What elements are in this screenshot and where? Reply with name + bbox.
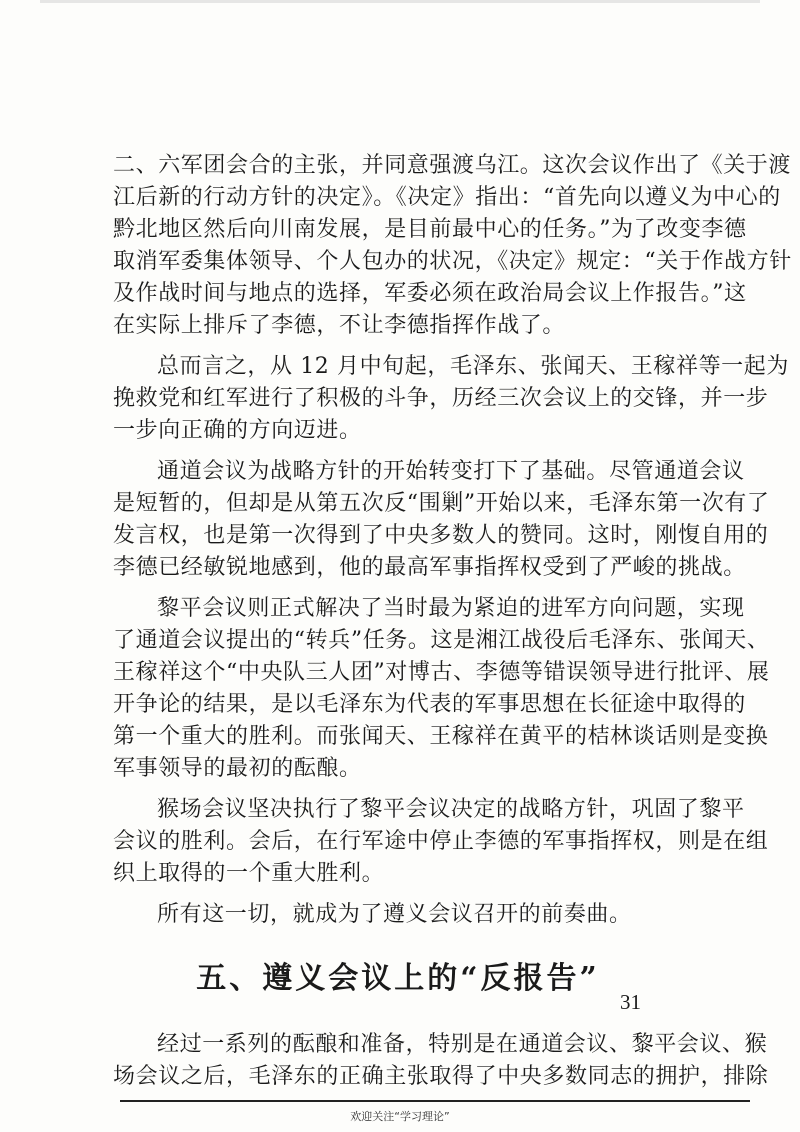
- paragraph: [113, 456, 770, 584]
- text-line: 猴场会议坚决执行了黎平会议决定的战略方针，巩固了黎平: [157, 797, 745, 822]
- text-line: 第一个重大的胜利。而张闻天、王稼祥在黄平的桔林谈话则是变换: [113, 724, 769, 749]
- text-line: 经过一系列的酝酿和准备，特别是在通道会议、黎平会议、猴: [157, 1032, 768, 1057]
- scan-edge: [40, 0, 760, 3]
- text-line: 黎平会议则正式解决了当时最为紧迫的进军方向问题，实现: [157, 596, 745, 621]
- text-line: 及作战时间与地点的选择，军委必须在政治局会议上作报告。”这: [113, 281, 747, 306]
- text-line: 场会议之后，毛泽东的正确主张取得了中央多数同志的拥护，排除: [113, 1064, 769, 1089]
- text-line: 了通道会议提出的“转兵”任务。这是湘江战役后毛泽东、张闻天、: [113, 628, 770, 653]
- text-line: 李德已经敏锐地感到，他的最高军事指挥权受到了严峻的挑战。: [113, 555, 746, 580]
- section-title: 五、遵义会议上的“反报告”: [196, 961, 600, 996]
- text-line: 在实际上排斥了李德，不让李德指挥作战了。: [113, 313, 566, 338]
- footer-watermark: 欢迎关注“学习理论”: [350, 1110, 450, 1123]
- page-body: [113, 150, 792, 1093]
- footer-rule: [120, 1100, 750, 1102]
- text-line: 一步向正确的方向迈进。: [113, 418, 362, 443]
- text-line: 开争论的结果，是以毛泽东为代表的军事思想在长征途中取得的: [113, 692, 746, 717]
- paragraph: [113, 593, 770, 785]
- text-line: 是短暂的，但却是从第五次反“围剿”开始以来，毛泽东第一次有了: [113, 491, 770, 516]
- text-line: 江后新的行动方针的决定》。《决定》指出：“首先向以遵义为中心的: [113, 185, 781, 210]
- text-line: 会议的胜利。会后，在行军途中停止李德的军事指挥权，则是在组: [113, 829, 769, 854]
- text-line: 挽救党和红军进行了积极的斗争，历经三次会议上的交锋，并一步: [113, 386, 769, 411]
- text-line: 取消军委集体领导、个人包办的状况，《决定》规定：“关于作战方针: [113, 249, 792, 274]
- text-line: 所有这一切，就成为了遵义会议召开的前奏曲。: [157, 902, 632, 927]
- text-line: 黔北地区然后向川南发展，是目前最中心的任务。”为了改变李德: [113, 217, 747, 242]
- text-line: 二、六军团会合的主张，并同意强渡乌江。这次会议作出了《关于渡: [113, 153, 792, 178]
- paragraph: [113, 150, 792, 342]
- text-line: 军事领导的最初的酝酿。: [113, 756, 362, 781]
- paragraph: [113, 1029, 769, 1093]
- text-line: 总而言之，从 12 月中旬起，毛泽东、张闻天、王稼祥等一起为: [157, 354, 789, 379]
- page-number: 31: [620, 990, 641, 1014]
- paragraph: [113, 794, 769, 890]
- text-line: 织上取得的一个重大胜利。: [113, 861, 385, 886]
- text-line: 通道会议为战略方针的开始转变打下了基础。尽管通道会议: [157, 459, 745, 484]
- paragraph: [113, 899, 693, 931]
- paragraph: [113, 351, 789, 447]
- text-line: 王稼祥这个“中央队三人团”对博古、李德等错误领导进行批评、展: [113, 660, 770, 685]
- text-line: 发言权，也是第一次得到了中央多数人的赞同。这时，刚愎自用的: [113, 523, 769, 548]
